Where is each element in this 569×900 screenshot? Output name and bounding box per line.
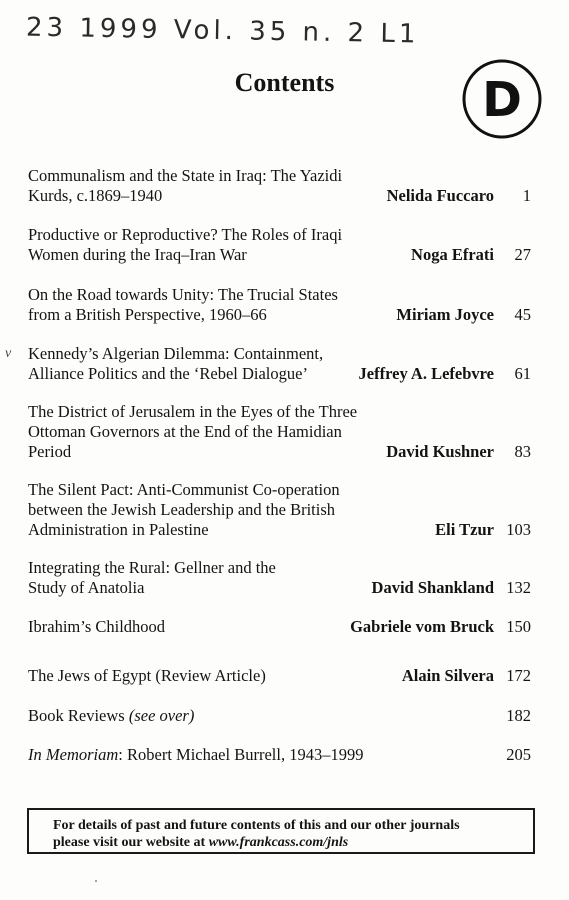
- toc-entry: [28, 344, 531, 384]
- entry-author: David Kushner: [386, 442, 494, 461]
- entry-author: Gabriele vom Bruck: [350, 617, 494, 636]
- entry-title: In Memoriam: Robert Michael Burrell, 1943–1999: [28, 745, 364, 764]
- entry-page: 182: [506, 706, 531, 725]
- toc-entry: [28, 666, 531, 686]
- entry-title: The District of Jerusalem in the Eyes of the Three Ottoman Governors at the End of the Hamidian Period: [28, 402, 358, 461]
- entry-author: Alain Silvera: [401, 666, 494, 685]
- toc-entry: [28, 617, 531, 637]
- website-notice-box: [27, 808, 535, 854]
- entry-page: 132: [506, 578, 531, 597]
- page-title: Contents: [234, 68, 335, 97]
- entry-page: 83: [514, 442, 531, 461]
- entry-title: Kennedy’s Algerian Dilemma: Containment, Alliance Politics and the ‘Rebel Dialogue’: [28, 344, 324, 383]
- toc-entry: [28, 402, 531, 462]
- website-link[interactable]: www.frankcass.com/jnls: [208, 835, 349, 850]
- toc-entry: [28, 745, 531, 765]
- entry-title: Ibrahim’s Childhood: [28, 617, 166, 636]
- entry-author: Noga Efrati: [411, 245, 494, 264]
- entry-page: 205: [506, 745, 531, 764]
- entry-title: The Silent Pact: Anti-Communist Co-operation between the Jewish Leadership and the British Administration in Palestine: [28, 480, 340, 539]
- entry-page: 27: [514, 245, 531, 264]
- toc-entry: [28, 166, 531, 206]
- handwritten-annotation: 23 1999 Vol. 35 n. 2 L1: [25, 12, 420, 50]
- entry-author: Eli Tzur: [435, 520, 494, 539]
- notice-line-1: For details of past and future contents of this and our other journals: [53, 818, 460, 833]
- entry-title: On the Road towards Unity: The Trucial States from a British Perspective, 1960–66: [28, 285, 338, 324]
- entry-page: 1: [522, 186, 531, 205]
- entry-page: 45: [514, 305, 531, 324]
- margin-mark: v: [5, 346, 12, 361]
- entry-author: Jeffrey A. Lefebvre: [358, 364, 494, 383]
- entry-title: The Jews of Egypt (Review Article): [28, 666, 266, 685]
- entry-title: Book Reviews (see over): [28, 706, 195, 725]
- entry-page: 150: [506, 617, 531, 636]
- entry-page: 172: [506, 666, 531, 685]
- toc-entry: [28, 706, 531, 726]
- library-stamp: [461, 58, 543, 140]
- entry-title: Integrating the Rural: Gellner and the Study of Anatolia: [28, 558, 276, 597]
- toc-entry: [28, 285, 531, 325]
- entry-author: David Shankland: [371, 578, 494, 597]
- entry-page: 103: [506, 520, 531, 539]
- entry-author: Nelida Fuccaro: [386, 186, 494, 205]
- toc-entry: [28, 480, 531, 540]
- notice-line-2: please visit our website at www.frankcass.com/jnls: [53, 835, 349, 850]
- entry-title: Communalism and the State in Iraq: The Yazidi Kurds, c.1869–1940: [28, 166, 343, 205]
- scan-speck: [95, 880, 97, 882]
- toc-entry: [28, 225, 531, 265]
- entry-page: 61: [514, 364, 531, 383]
- entry-author: Miriam Joyce: [396, 305, 494, 324]
- stamp-circle-icon: [461, 58, 543, 140]
- toc-entry: [28, 558, 531, 598]
- entry-title: Productive or Reproductive? The Roles of Iraqi Women during the Iraq–Iran War: [28, 225, 343, 264]
- stamp-letter: D: [482, 72, 522, 128]
